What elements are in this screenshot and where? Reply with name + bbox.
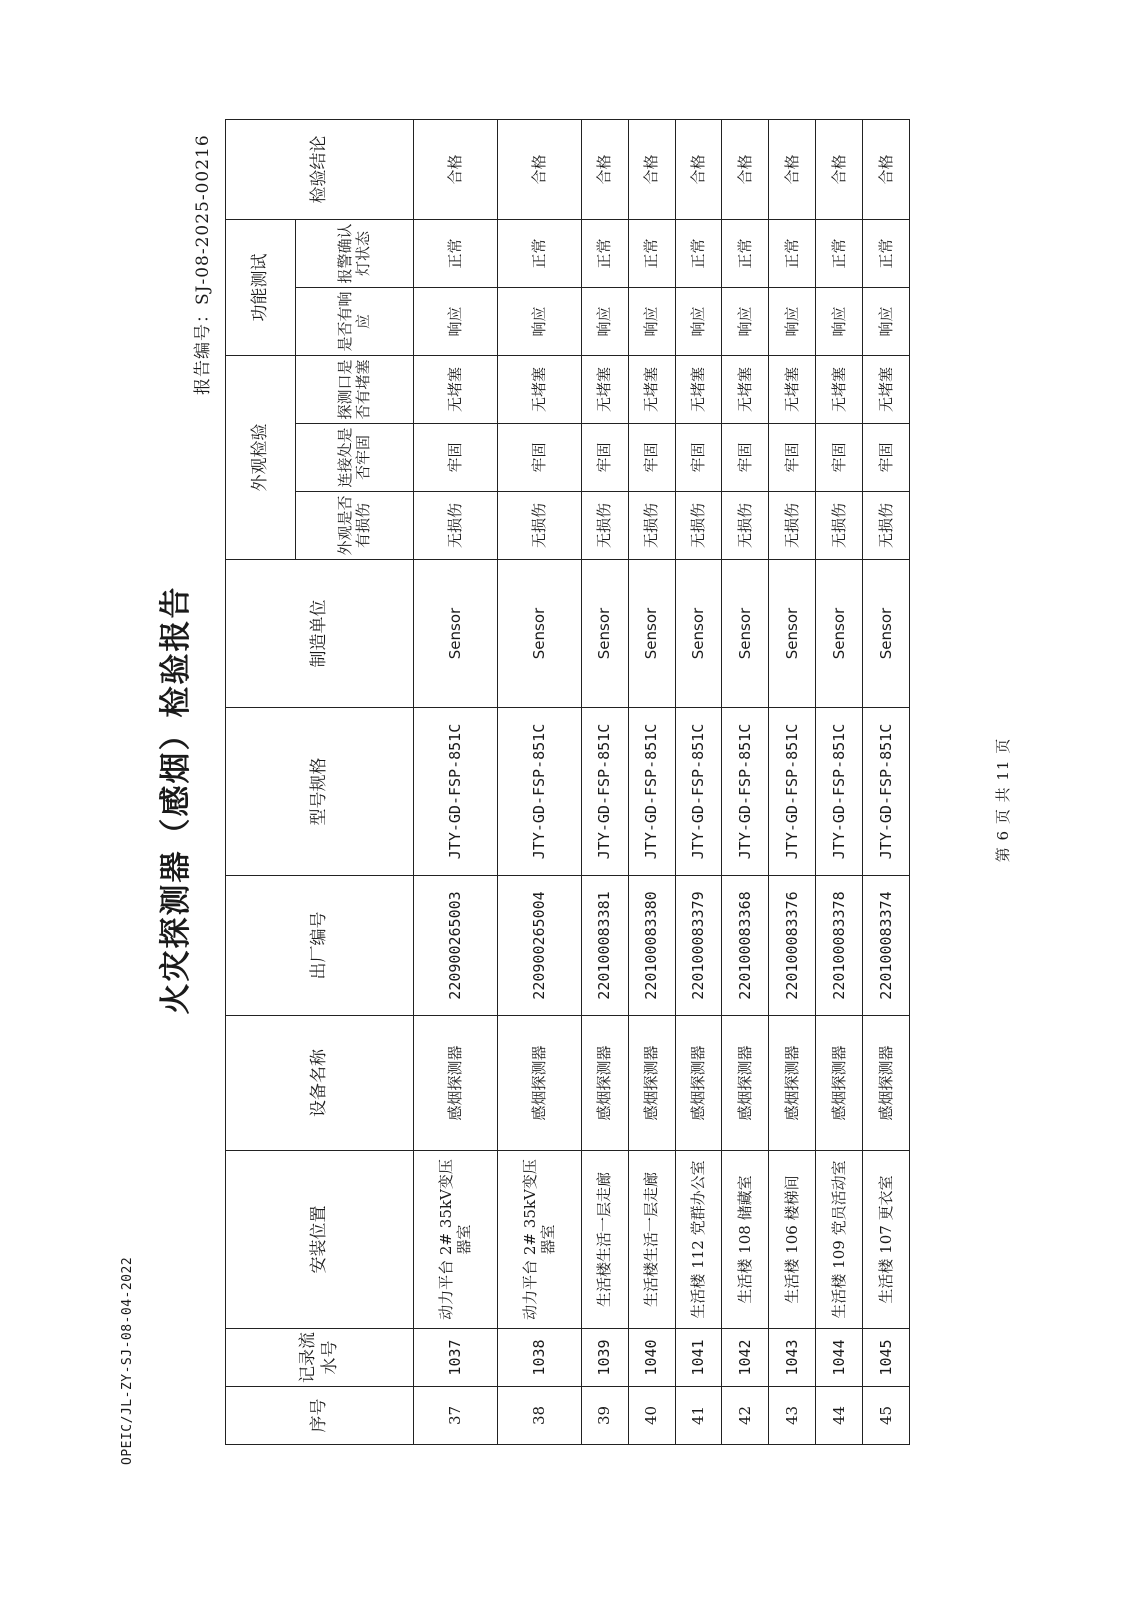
cell-manufacturer: Sensor [816, 560, 863, 708]
header-function-group: 功能测试 [226, 220, 296, 356]
cell-response: 响应 [414, 288, 498, 356]
header-connection-secure: 连接处是否牢固 [296, 424, 414, 492]
cell-manufacturer: Sensor [628, 560, 675, 708]
cell-serial-no: 220100083374 [863, 876, 910, 1016]
cell-model: JTY-GD-FSP-851C [863, 708, 910, 876]
table-row [863, 120, 910, 1445]
table-row [414, 120, 498, 1445]
page-number: 第 6 页 共 11 页 [994, 737, 1012, 863]
cell-model: JTY-GD-FSP-851C [414, 708, 498, 876]
cell-manufacturer: Sensor [497, 560, 581, 708]
cell-record-no: 1044 [816, 1329, 863, 1387]
cell-record-no: 1041 [675, 1329, 722, 1387]
cell-device-name: 感烟探测器 [722, 1016, 769, 1151]
cell-conclusion: 合格 [722, 120, 769, 220]
cell-record-no: 1040 [628, 1329, 675, 1387]
cell-blocked: 无堵塞 [414, 356, 498, 424]
cell-serial-no: 220900265003 [414, 876, 498, 1016]
cell-alarm-light: 正常 [628, 220, 675, 288]
header-seq: 序号 [226, 1387, 414, 1445]
cell-device-name: 感烟探测器 [581, 1016, 628, 1151]
cell-device-name: 感烟探测器 [497, 1016, 581, 1151]
cell-response: 响应 [722, 288, 769, 356]
cell-blocked: 无堵塞 [675, 356, 722, 424]
cell-serial-no: 220100083368 [722, 876, 769, 1016]
cell-manufacturer: Sensor [863, 560, 910, 708]
cell-blocked: 无堵塞 [722, 356, 769, 424]
cell-location: 生活楼 106 楼梯间 [769, 1151, 816, 1329]
header-conclusion: 检验结论 [226, 120, 414, 220]
cell-device-name: 感烟探测器 [769, 1016, 816, 1151]
cell-record-no: 1039 [581, 1329, 628, 1387]
cell-alarm-light: 正常 [722, 220, 769, 288]
cell-seq: 39 [581, 1387, 628, 1445]
cell-location: 生活楼生活一层走廊 [628, 1151, 675, 1329]
cell-serial-no: 220100083379 [675, 876, 722, 1016]
cell-location: 动力平台 2# 35kV变压器室 [414, 1151, 498, 1329]
cell-secure: 牢固 [769, 424, 816, 492]
cell-seq: 40 [628, 1387, 675, 1445]
cell-location: 生活楼生活一层走廊 [581, 1151, 628, 1329]
cell-damage: 无损伤 [863, 492, 910, 560]
cell-manufacturer: Sensor [722, 560, 769, 708]
cell-device-name: 感烟探测器 [414, 1016, 498, 1151]
cell-serial-no: 220100083380 [628, 876, 675, 1016]
cell-secure: 牢固 [414, 424, 498, 492]
cell-damage: 无损伤 [497, 492, 581, 560]
header-port-blocked: 探测口是否有堵塞 [296, 356, 414, 424]
cell-location: 生活楼 108 储藏室 [722, 1151, 769, 1329]
cell-damage: 无损伤 [769, 492, 816, 560]
cell-seq: 45 [863, 1387, 910, 1445]
cell-model: JTY-GD-FSP-851C [628, 708, 675, 876]
cell-conclusion: 合格 [628, 120, 675, 220]
header-response: 是否有响应 [296, 288, 414, 356]
cell-seq: 44 [816, 1387, 863, 1445]
cell-serial-no: 220900265004 [497, 876, 581, 1016]
cell-damage: 无损伤 [628, 492, 675, 560]
cell-model: JTY-GD-FSP-851C [769, 708, 816, 876]
cell-model: JTY-GD-FSP-851C [497, 708, 581, 876]
cell-serial-no: 220100083376 [769, 876, 816, 1016]
page-title: 火灾探测器（感烟）检验报告 [158, 585, 194, 1015]
cell-seq: 42 [722, 1387, 769, 1445]
cell-record-no: 1043 [769, 1329, 816, 1387]
report-number: 报告编号：SJ-08-2025-00216 [193, 134, 213, 395]
table-row [722, 120, 769, 1445]
cell-device-name: 感烟探测器 [675, 1016, 722, 1151]
cell-conclusion: 合格 [675, 120, 722, 220]
cell-manufacturer: Sensor [581, 560, 628, 708]
cell-conclusion: 合格 [414, 120, 498, 220]
cell-location: 生活楼 112 党群办公室 [675, 1151, 722, 1329]
header-manufacturer: 制造单位 [226, 560, 414, 708]
cell-response: 响应 [863, 288, 910, 356]
cell-device-name: 感烟探测器 [816, 1016, 863, 1151]
cell-alarm-light: 正常 [816, 220, 863, 288]
cell-secure: 牢固 [722, 424, 769, 492]
cell-record-no: 1038 [497, 1329, 581, 1387]
cell-location: 生活楼 109 党员活动室 [816, 1151, 863, 1329]
cell-model: JTY-GD-FSP-851C [722, 708, 769, 876]
header-serial-no: 出厂编号 [226, 876, 414, 1016]
table-row [675, 120, 722, 1445]
cell-record-no: 1045 [863, 1329, 910, 1387]
cell-alarm-light: 正常 [581, 220, 628, 288]
cell-damage: 无损伤 [414, 492, 498, 560]
cell-seq: 37 [414, 1387, 498, 1445]
cell-conclusion: 合格 [769, 120, 816, 220]
cell-response: 响应 [497, 288, 581, 356]
cell-conclusion: 合格 [863, 120, 910, 220]
cell-alarm-light: 正常 [675, 220, 722, 288]
cell-seq: 38 [497, 1387, 581, 1445]
header-location: 安装位置 [226, 1151, 414, 1329]
cell-conclusion: 合格 [581, 120, 628, 220]
form-code: OPEIC/JL-ZY-SJ-08-04-2022 [120, 1256, 135, 1465]
header-appearance-group: 外观检验 [226, 356, 296, 560]
cell-serial-no: 220100083381 [581, 876, 628, 1016]
cell-secure: 牢固 [497, 424, 581, 492]
header-device-name: 设备名称 [226, 1016, 414, 1151]
cell-seq: 41 [675, 1387, 722, 1445]
cell-blocked: 无堵塞 [769, 356, 816, 424]
header-record-no: 记录流水号 [226, 1329, 414, 1387]
cell-model: JTY-GD-FSP-851C [581, 708, 628, 876]
cell-response: 响应 [675, 288, 722, 356]
inspection-table [225, 119, 910, 1445]
cell-device-name: 感烟探测器 [628, 1016, 675, 1151]
cell-response: 响应 [581, 288, 628, 356]
cell-response: 响应 [628, 288, 675, 356]
cell-manufacturer: Sensor [675, 560, 722, 708]
cell-record-no: 1037 [414, 1329, 498, 1387]
cell-blocked: 无堵塞 [628, 356, 675, 424]
cell-secure: 牢固 [675, 424, 722, 492]
cell-damage: 无损伤 [816, 492, 863, 560]
cell-secure: 牢固 [581, 424, 628, 492]
header-appearance-damage: 外观是否有损伤 [296, 492, 414, 560]
cell-model: JTY-GD-FSP-851C [816, 708, 863, 876]
cell-manufacturer: Sensor [414, 560, 498, 708]
cell-response: 响应 [769, 288, 816, 356]
cell-location: 生活楼 107 更衣室 [863, 1151, 910, 1329]
cell-blocked: 无堵塞 [497, 356, 581, 424]
table-row [816, 120, 863, 1445]
header-model: 型号规格 [226, 708, 414, 876]
cell-conclusion: 合格 [497, 120, 581, 220]
table-row [581, 120, 628, 1445]
cell-conclusion: 合格 [816, 120, 863, 220]
cell-damage: 无损伤 [675, 492, 722, 560]
cell-secure: 牢固 [816, 424, 863, 492]
cell-seq: 43 [769, 1387, 816, 1445]
cell-blocked: 无堵塞 [863, 356, 910, 424]
cell-blocked: 无堵塞 [816, 356, 863, 424]
cell-alarm-light: 正常 [497, 220, 581, 288]
cell-response: 响应 [816, 288, 863, 356]
cell-blocked: 无堵塞 [581, 356, 628, 424]
cell-alarm-light: 正常 [414, 220, 498, 288]
cell-serial-no: 220100083378 [816, 876, 863, 1016]
table-row [497, 120, 581, 1445]
cell-secure: 牢固 [863, 424, 910, 492]
cell-alarm-light: 正常 [863, 220, 910, 288]
cell-damage: 无损伤 [581, 492, 628, 560]
cell-model: JTY-GD-FSP-851C [675, 708, 722, 876]
table-row [769, 120, 816, 1445]
cell-location: 动力平台 2# 35kV变压器室 [497, 1151, 581, 1329]
cell-damage: 无损伤 [722, 492, 769, 560]
table-row [628, 120, 675, 1445]
cell-device-name: 感烟探测器 [863, 1016, 910, 1151]
cell-alarm-light: 正常 [769, 220, 816, 288]
cell-record-no: 1042 [722, 1329, 769, 1387]
cell-secure: 牢固 [628, 424, 675, 492]
cell-manufacturer: Sensor [769, 560, 816, 708]
header-alarm-light: 报警确认灯状态 [296, 220, 414, 288]
